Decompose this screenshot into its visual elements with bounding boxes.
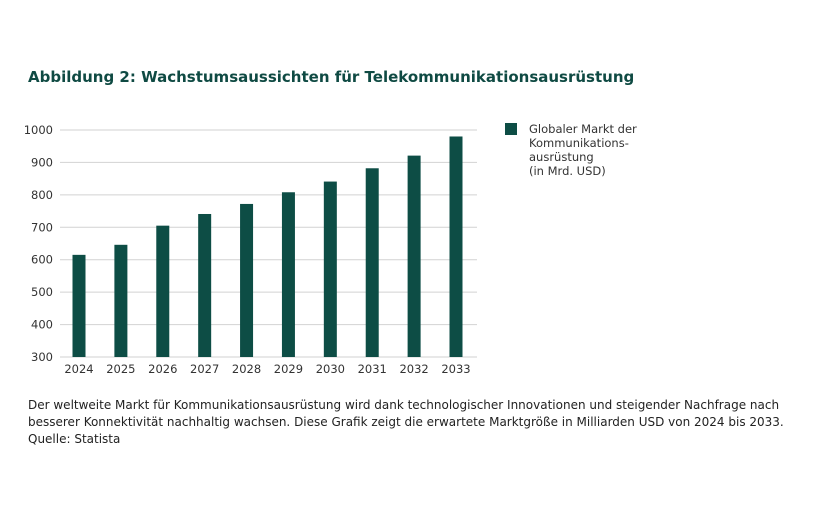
caption-line: Der weltweite Markt für Kommunikationsausrüstung wird dank technologischer Innovationen und steigender Nachfrage nach <box>28 398 780 412</box>
bar-2025 <box>114 245 127 357</box>
figure-caption <box>28 397 808 448</box>
y-tick-label: 500 <box>31 285 53 300</box>
y-tick-label: 600 <box>31 252 53 267</box>
bar-2029 <box>282 192 295 357</box>
legend <box>505 122 659 178</box>
x-tick-label: 2031 <box>357 362 387 376</box>
legend-label <box>529 122 659 178</box>
bar-2028 <box>240 204 253 357</box>
bar-series <box>73 136 463 357</box>
caption-source: Quelle: Statista <box>28 432 121 446</box>
bar-2033 <box>450 136 463 357</box>
y-tick-label: 700 <box>31 220 53 235</box>
legend-line: ausrüstung <box>529 150 594 164</box>
x-tick-label: 2028 <box>231 362 262 376</box>
bar-2026 <box>156 226 169 357</box>
y-tick-label: 400 <box>31 317 53 332</box>
y-tick-label: 800 <box>31 187 53 202</box>
y-tick-label: 1000 <box>23 123 53 137</box>
legend-line: (in Mrd. USD) <box>529 164 606 178</box>
legend-swatch <box>505 123 517 135</box>
caption-line: besserer Konnektivität nachhaltig wachsen. Diese Grafik zeigt die erwartete Marktgröße in Milliarden USD von 2024 bis 2033. <box>28 415 784 429</box>
legend-line: Globaler Markt der <box>529 122 637 136</box>
x-tick-label: 2030 <box>315 362 345 376</box>
x-tick-label: 2024 <box>64 362 94 376</box>
bar-2030 <box>324 182 337 357</box>
x-tick-label: 2032 <box>399 362 429 376</box>
figure-title: Abbildung 2: Wachstumsaussichten für Telekommunikationsausrüstung <box>28 68 635 86</box>
bar-2027 <box>198 214 211 357</box>
x-axis-ticks <box>64 362 470 376</box>
x-tick-label: 2029 <box>273 362 304 376</box>
bar-2032 <box>408 156 421 357</box>
bar-2024 <box>73 255 86 357</box>
y-tick-label: 900 <box>31 155 53 170</box>
bar-2031 <box>366 168 379 357</box>
x-tick-label: 2026 <box>148 362 178 376</box>
y-tick-label: 300 <box>31 350 53 364</box>
x-tick-label: 2033 <box>441 362 471 376</box>
x-tick-label: 2025 <box>106 362 136 376</box>
x-tick-label: 2027 <box>190 362 220 376</box>
y-axis-ticks <box>24 123 53 364</box>
legend-line: Kommunikations- <box>529 136 629 150</box>
